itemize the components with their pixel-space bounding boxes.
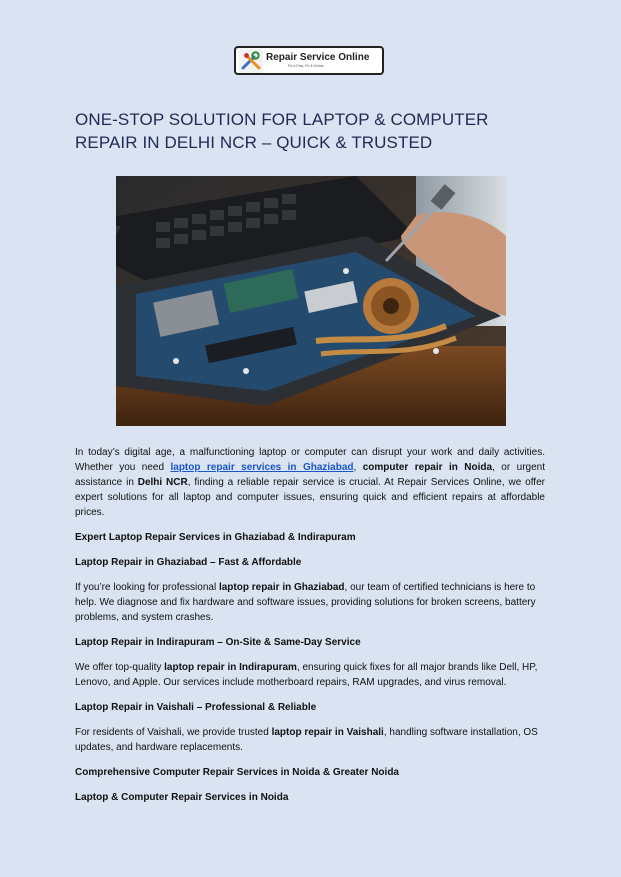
subheading-indirapuram: Laptop Repair in Indirapuram – On-Site & Same-Day Service [75,637,361,648]
heading-expert-repair: Expert Laptop Repair Services in Ghaziabad & Indirapuram [75,532,356,543]
paragraph-indirapuram: We offer top-quality laptop repair in Indirapuram, ensuring quick fixes for all major brands like Dell, HP, Lenovo, and Apple. Our services include motherboard repairs, RAM upgrades, and virus removal. [75,662,538,688]
page-title: ONE-STOP SOLUTION FOR LAPTOP & COMPUTER REPAIR IN DELHI NCR – QUICK & TRUSTED [75,110,489,152]
laptop-repair-photo [116,176,506,426]
subheading-noida: Laptop & Computer Repair Services in Noida [75,792,289,803]
brand-logo [234,46,384,75]
ghaziabad-repair-link[interactable]: laptop repair services in Ghaziabad [170,462,354,473]
logo-title: Repair Service Online [266,51,370,63]
paragraph-ghaziabad: If you’re looking for professional laptop repair in Ghaziabad, our team of certified technicians is here to help. We diagnose and fix hardware and software issues, providing solutions for broken screens, battery problems, and system crashes. [75,582,536,623]
heading-noida: Comprehensive Computer Repair Services in Noida & Greater Noida [75,767,399,778]
paragraph-vaishali: For residents of Vaishali, we provide trusted laptop repair in Vaishali, handling software installation, OS updates, and hardware replacements. [75,727,538,753]
tools-icon [239,49,263,73]
logo-tagline: Fix it Fast, Fix it Online [288,63,324,68]
intro-paragraph: In today’s digital age, a malfunctioning laptop or computer can disrupt your work and daily activities. Whether you need laptop repair services in Ghaziabad, computer repair in Noida, or urgent assistance in Delhi NCR, finding a reliable repair service is crucial. At Repair Services Online, we offer expert solutions for all laptop and computer issues, ensuring quick and efficient repairs at affordable prices. [75,447,545,518]
subheading-vaishali: Laptop Repair in Vaishali – Professional & Reliable [75,702,317,713]
article-body [75,445,545,805]
subheading-ghaziabad: Laptop Repair in Ghaziabad – Fast & Affordable [75,557,302,568]
